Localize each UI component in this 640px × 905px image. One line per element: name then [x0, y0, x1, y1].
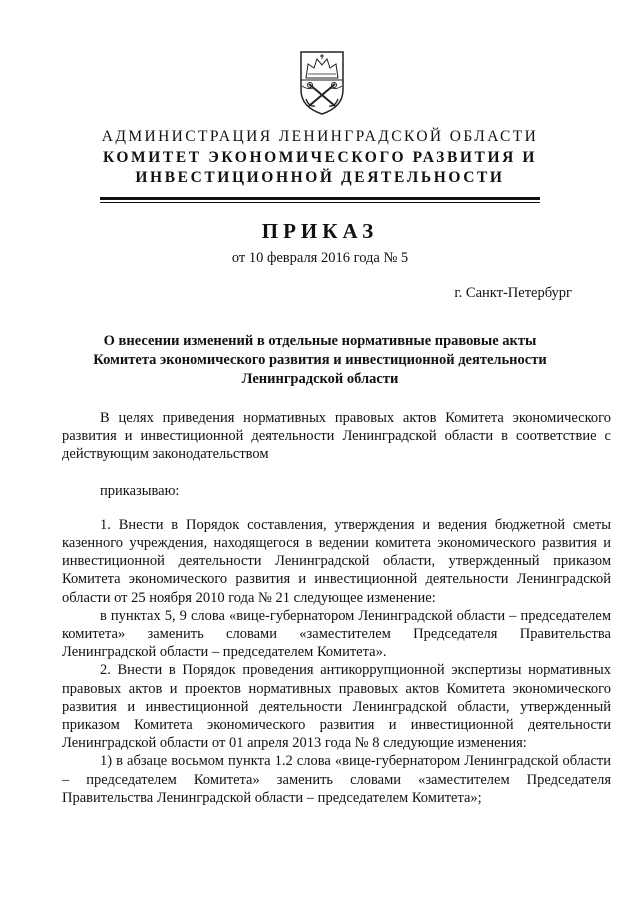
item-1-change-paragraph: в пунктах 5, 9 слова «вице-губернатором Ленинградской области – председателем комитета» заменить словами «заместителем Председателя Правительства Ленинградской области – председателем Комитета». — [62, 607, 611, 661]
header-divider-thick — [100, 197, 540, 200]
administration-name: АДМИНИСТРАЦИЯ ЛЕНИНГРАДСКОЙ ОБЛАСТИ — [101, 128, 539, 145]
preamble-paragraph: В целях приведения нормативных правовых актов Комитета экономического развития и инвестиционной деятельности Ленинградской области в соответствие с действующим законодательством — [62, 410, 611, 463]
document-body — [62, 409, 611, 807]
committee-name-line1: КОМИТЕТ ЭКОНОМИЧЕСКОГО РАЗВИТИЯ И — [102, 149, 538, 166]
subject-line1: О внесении изменений в отдельные нормативные правовые акты — [103, 333, 537, 349]
committee-name-line2: ИНВЕСТИЦИОННОЙ ДЕЯТЕЛЬНОСТИ — [135, 169, 505, 186]
leningrad-oblast-coat-of-arms-icon — [298, 50, 346, 116]
order-word: приказываю: — [100, 482, 180, 499]
subject-line2: Комитета экономического развития и инвестиционной деятельности — [93, 352, 547, 368]
committee-name — [0, 148, 640, 188]
item-2-sub-1-paragraph: 1) в абзаце восьмом пункта 1.2 слова «вице-губернатором Ленинградской области – председателем Комитета» заменить словами «заместителем Председателя Правительства Ленинградской области – председателем Комитета»; — [62, 753, 611, 806]
document-title: ПРИКАЗ — [261, 219, 379, 243]
item-1-paragraph: 1. Внести в Порядок составления, утверждения и ведения бюджетной сметы казенного учреждения, находящегося в ведении комитета экономического развития и инвестиционной деятельности Ленинградской области, утвержденный приказом Комитета экономического развития и инвестиционной деятельности Ленинградской области от 25 ноября 2010 года № 21 следующее изменение: — [62, 516, 611, 606]
order-city: г. Санкт-Петербург — [454, 285, 572, 301]
header-divider-thin — [100, 202, 540, 203]
subject-line3: Ленинградской области — [241, 371, 399, 387]
item-2-paragraph: 2. Внести в Порядок проведения антикоррупционной экспертизы нормативных правовых актов и проектов нормативных правовых актов Комитета экономического развития и инвестиционной деятельности Ленинградской области, утвержденный приказом Комитета экономического развития и инвестиционной деятельности Ленинградской области от 01 апреля 2013 года № 8 следующие изменения: — [62, 662, 611, 752]
order-subject — [80, 332, 560, 389]
order-date-number: от 10 февраля 2016 года № 5 — [231, 250, 409, 266]
